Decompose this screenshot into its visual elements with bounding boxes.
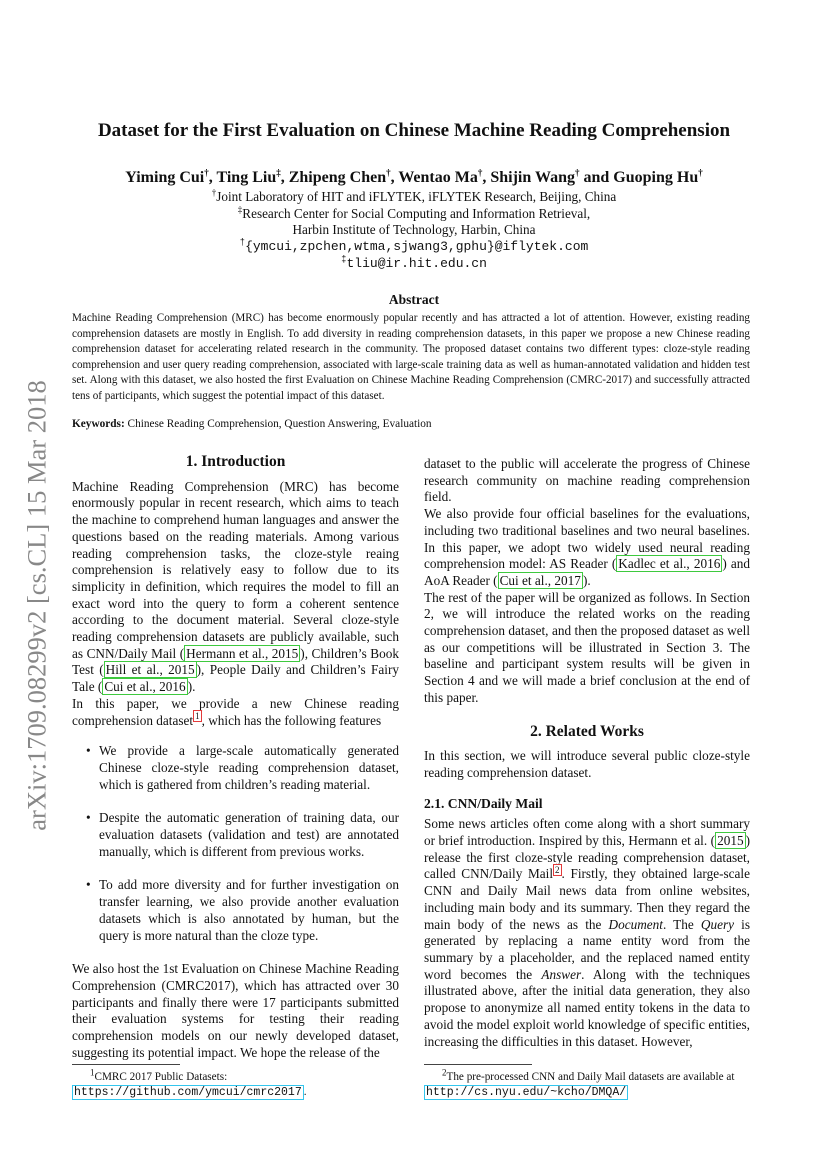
intro-paragraph: The rest of the paper will be organized as follows. In Section 2, we will introduce the related works on the reading comprehension dataset, and then the proposed dataset as well as our competitions will be illustrated in Section 3. The baseline and participant system results will be given in Section 4 and we will made a brief conclusion at the end of this paper.	[424, 589, 750, 705]
affiliation-hit-address: Harbin Institute of Technology, Harbin, China	[292, 222, 536, 237]
author: Ting Liu‡,	[216, 167, 289, 186]
abstract-heading: Abstract	[388, 292, 440, 307]
footnote-1: $^1$CMRC 2017 Public Datasets: https://github.com/ymcui/cmrc2017 .	[74, 1067, 307, 1099]
footnote-url[interactable]: http://cs.nyu.edu/~kcho/DMQA/	[426, 1086, 627, 1099]
affiliation-hit: ‡Research Center for Social Computing and Information Retrieval,	[237, 204, 591, 221]
author: Zhipeng Chen†,	[288, 167, 399, 186]
citation-link[interactable]: Kadlec et al., 2016	[618, 556, 721, 572]
keywords-text: Chinese Reading Comprehension, Question Answering, Evaluation	[127, 418, 432, 430]
author: Shijin Wang† and	[490, 167, 614, 186]
keywords	[72, 418, 750, 430]
author-list	[0, 169, 828, 187]
citation-link[interactable]: 2015	[717, 833, 744, 849]
intro-paragraph: In this paper, we provide a new Chinese reading comprehension dataset $^1$ , which has the following features	[72, 695, 399, 728]
list-item: • We provide a large-scale automatically generated Chinese cloze-style reading comprehension dataset, which is gathered from children’s reading material.	[86, 743, 399, 792]
arxiv-identifier-text: arXiv:1709.08299v2 [cs.CL] 15 Mar 2018	[21, 379, 52, 831]
right-column	[424, 456, 750, 1050]
footnote-url[interactable]: https://github.com/ymcui/cmrc2017	[74, 1086, 302, 1099]
section-heading-related-works: 2. Related Works	[530, 722, 644, 740]
citation-link[interactable]: Hermann et al., 2015	[186, 645, 299, 661]
intro-paragraph: We also provide four official baselines for the evaluations, including two traditional baselines and two neural baselines. In this paper, we adopt two widely used neural reading comprehension model: AS Reader ( Kadlec et al., 2016 ) and AoA Reader ( Cui et al., 2017 ).	[424, 506, 750, 588]
footnote-rule	[424, 1064, 532, 1065]
footnote-link[interactable]: 2	[555, 865, 560, 876]
subsection-heading-cnn-daily-mail: 2.1. CNN/Daily Mail	[424, 795, 543, 811]
section-heading-introduction: 1. Introduction	[185, 453, 286, 470]
author: Guoping Hu†	[613, 167, 703, 186]
intro-paragraph: dataset to the public will accelerate the progress of Chinese research community on machine reading comprehension field.	[424, 456, 750, 505]
footnote-2: $^2$The pre-processed CNN and Daily Mail datasets are available at http://cs.nyu.edu/~kcho/DMQA/	[426, 1067, 735, 1099]
author: Wentao Ma†,	[398, 167, 491, 186]
bullet-icon: •	[86, 877, 91, 893]
citation-link[interactable]: Cui et al., 2016	[104, 679, 186, 695]
footnote-rule	[72, 1064, 180, 1065]
feature-list	[72, 743, 399, 944]
affiliation-iflytek: †Joint Laboratory of HIT and iFLYTEK, iFLYTEK Research, Beijing, China	[211, 187, 617, 204]
intro-paragraph: Machine Reading Comprehension (MRC) has become enormously popular in recent research, which aims to teach the machine to comprehend human languages and answer the questions based on the reading materials. Among various reading comprehension tasks, the cloze-style reaing comprehension is relatively easy to follow due to its simplicity in definition, which requires the model to fill an exact word into the query to form a coherent sentence according to the document material. Several cloze-style reading comprehension datasets are publicly available, such as CNN/Daily Mail ( Hermann et al., 2015 ), Children’s Book Test ( Hill et al., 2015 ), People Daily and Children’s Fairy Tale ( Cui et al., 2016 ).	[72, 478, 399, 695]
abstract-text: Machine Reading Comprehension (MRC) has become enormously popular recently and has attracted a lot of attention. However, existing reading comprehension datasets are mostly in English. To add diversity in reading comprehension datasets, in this paper we propose a new Chinese reading comprehension dataset for accelerating related research in the community. The proposed dataset contains two different types: cloze-style reading comprehension and user query reading comprehension, associated with large-scale training data as well as human-annotated validation and hidden test set. Along with this dataset, we also hosted the first Evaluation on Chinese Machine Reading Comprehension (CMRC-2017) and successfully attracted tens of participants, which suggest the potential impact of this dataset.	[72, 312, 750, 402]
keywords-label: Keywords:	[72, 418, 125, 430]
citation-link[interactable]: Cui et al., 2017	[499, 572, 581, 588]
footnote-link[interactable]: 1	[195, 711, 200, 722]
list-item: • To add more diversity and for further investigation on transfer learning, we also provide another evaluation datasets which is also annotated by human, but the query is more natural than the cloze type.	[86, 877, 399, 943]
author: Yiming Cui†,	[125, 167, 217, 186]
bullet-icon: •	[86, 743, 91, 759]
email-hit[interactable]: ‡tliu@ir.hit.edu.cn	[341, 254, 487, 271]
bullet-icon: •	[86, 810, 91, 826]
citation-link[interactable]: Hill et al., 2015	[105, 662, 195, 678]
paper-title: Dataset for the First Evaluation on Chinese Machine Reading Comprehension	[97, 120, 731, 141]
list-item: • Despite the automatic generation of training data, our evaluation datasets (validation and test) are annotated manually, which is different from previous works.	[86, 810, 399, 859]
email-iflytek[interactable]: †{ymcui,zpchen,wtma,sjwang3,gphu}@iflytek.com	[239, 237, 589, 254]
left-column	[72, 454, 399, 1062]
related-paragraph: In this section, we will introduce several public cloze-style reading comprehension dataset.	[424, 748, 750, 780]
related-paragraph: Some news articles often come along with a short summary or brief introduction. Inspired by this, Hermann et al. ( 2015 ) release the first cloze-style reading comprehension dataset, called CNN/Daily Mail $^2$ . Firstly, they obtained large-scale CNN and Daily Mail news data from online websites, including main body and its summary. Then they regard the main body of the news as the Document. The Query is generated by replacing a name entity word from the summary by a placeholder, and the replaced named entity word becomes the Answer. Along with the techniques illustrated above, after the initial data generation, they also propose to anonymize all named entity tokens in the data to avoid the model exploit world knowledge of specific entities, increasing the difficulties in this dataset. However,	[424, 816, 750, 1049]
arxiv-identifier	[22, 360, 52, 850]
intro-paragraph: We also host the 1st Evaluation on Chinese Machine Reading Comprehension (CMRC2017), which has attracted over 30 participants and finally there were 17 participants submitted their evaluation systems for testing their reading comprehension models on our newly developed dataset, suggesting its potential impact. We hope the release of the	[72, 961, 399, 1060]
